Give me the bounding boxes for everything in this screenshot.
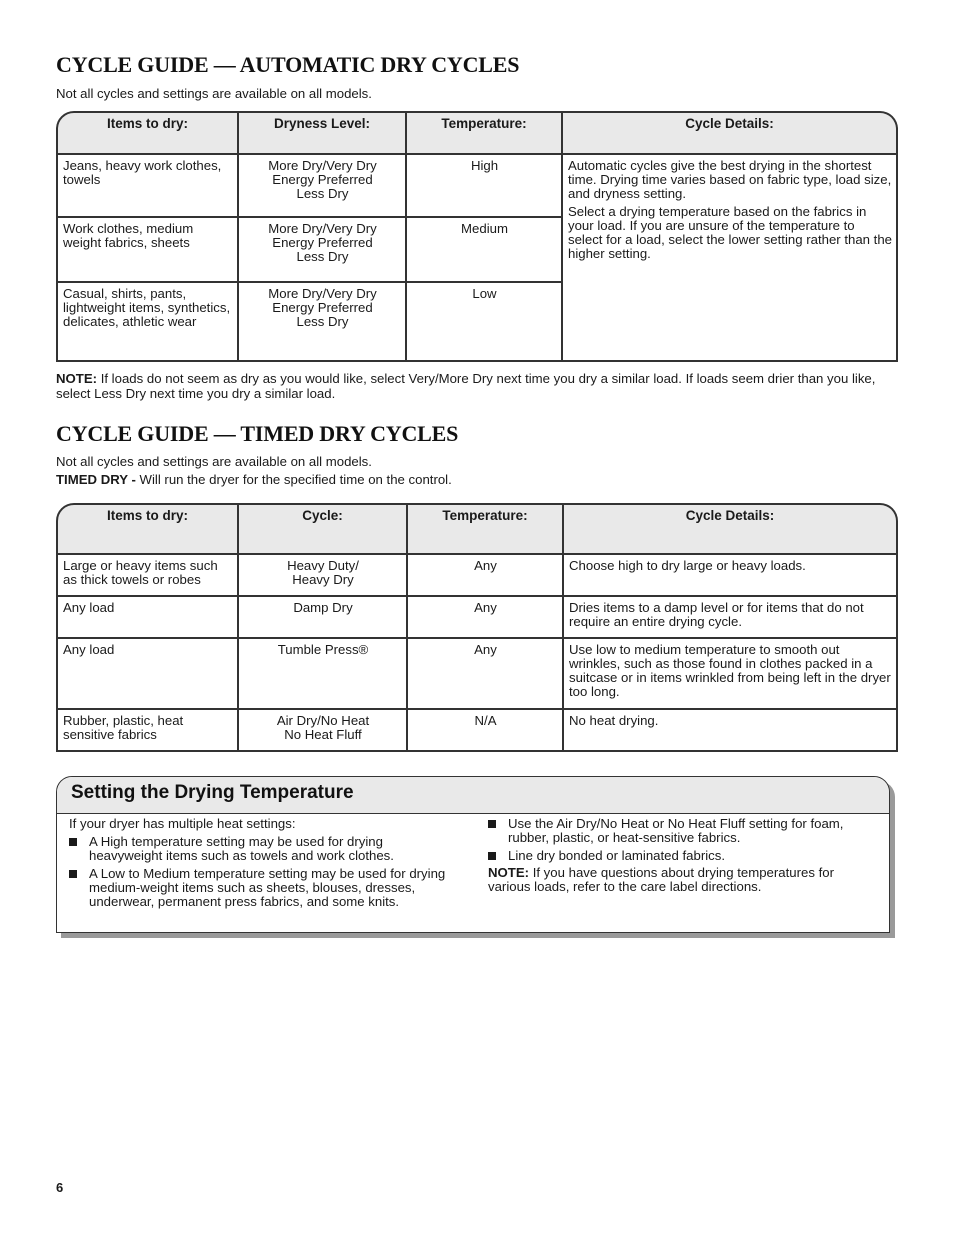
square-bullet-icon [488,820,496,828]
list-item [488,849,878,863]
timed-availability-note: Not all cycles and settings are available on all models. [56,454,372,469]
auto-note [56,371,898,401]
details-paragraph: Automatic cycles give the best drying in the shortest time. Drying time varies based on fabric type, load size, and dryness setting. [568,158,892,201]
dryness-level: More Dry/Very Dry [268,221,377,236]
list-item [69,867,449,909]
items-cell: Casual, shirts, pants, lightweight items, synthetics, delicates, athletic wear [56,283,239,362]
dryness-level: More Dry/Very Dry [268,286,377,301]
cycle-cell [239,597,408,639]
cycle-name-line: Air Dry/No Heat [276,713,370,728]
dryness-level: Energy Preferred [272,235,373,250]
timed-header-items: Items to dry: [56,503,239,555]
items-cell: Work clothes, medium weight fabrics, sheets [56,218,239,283]
auto-header-dryness: Dryness Level: [239,111,407,155]
timed-section-title: CYCLE GUIDE — TIMED DRY CYCLES [56,421,459,446]
timed-header-temperature: Temperature: [408,503,564,555]
drying-temperature-title: Setting the Drying Temperature [71,782,354,803]
timed-header-details: Cycle Details: [564,503,898,555]
page-number: 6 [56,1180,64,1195]
details-cell: Choose high to dry large or heavy loads. [564,555,898,597]
details-cell: Use low to medium temperature to smooth out wrinkles, such as those found in clothes packed in a suitcase or in items wrinkled from being left in the dryer too long. [564,639,898,710]
bullet-text: A High temperature setting may be used for drying heavyweight items such as towels and work clothes. [89,834,394,863]
timed-dry-text: Will run the dryer for the specified time on the control. [135,472,452,487]
temperature-cell: N/A [408,710,564,752]
items-cell: Any load [56,639,239,710]
bullet-text: Use the Air Dry/No Heat or No Heat Fluff setting for foam, rubber, plastic, or heat-sensitive fabrics. [508,816,844,845]
temperature-cell: Low [407,283,563,362]
timed-dry-description [56,472,452,487]
drying-temperature-header [57,777,889,814]
timed-cycle-table [56,503,898,752]
details-cell: Dries items to a damp level or for items that do not require an entire drying cycle. [564,597,898,639]
table-row [56,555,898,597]
temperature-cell: Any [408,597,564,639]
square-bullet-icon [69,870,77,878]
drying-temperature-note [488,866,878,894]
list-item [69,835,449,863]
details-paragraph: Select a drying temperature based on the fabrics in your load. If you are unsure of the temperature to select for a load, select the lower setting rather than the higher setting. [568,204,893,261]
table-row [56,639,898,710]
dryness-cell [239,155,407,218]
items-cell: Jeans, heavy work clothes, towels [56,155,239,218]
auto-header-temperature: Temperature: [407,111,563,155]
items-cell: Rubber, plastic, heat sensitive fabrics [56,710,239,752]
temperature-cell: High [407,155,563,218]
auto-header-items: Items to dry: [56,111,239,155]
dryness-level: Less Dry [296,314,349,329]
bullet-text: A Low to Medium temperature setting may be used for drying medium-weight items such as sheets, blouses, dresses, underwear, permanent press fabrics, and some knits. [89,866,446,909]
note-text: If loads do not seem as dry as you would like, select Very/More Dry next time you dry a similar load. If loads seem drier than you like, select Less Dry next time you dry a similar load. [56,371,876,401]
table-row [56,710,898,752]
dryness-level: Energy Preferred [272,300,373,315]
items-cell: Any load [56,597,239,639]
square-bullet-icon [69,838,77,846]
cycle-name-line: Heavy Duty/ [287,558,359,573]
timed-dry-label: TIMED DRY - [56,472,136,487]
auto-section-title: CYCLE GUIDE — AUTOMATIC DRY CYCLES [56,52,520,77]
note-text: If you have questions about drying temperatures for various loads, refer to the care label directions. [488,865,834,894]
cycle-cell [239,555,408,597]
note-label: NOTE: [488,865,530,880]
drying-temperature-box [56,776,890,933]
cycle-name-line: No Heat Fluff [284,727,362,742]
auto-cycle-details [563,155,898,362]
table-row [56,155,898,218]
dryness-level: More Dry/Very Dry [268,158,377,173]
cycle-cell [239,639,408,710]
cycle-cell [239,710,408,752]
list-item [488,817,878,845]
square-bullet-icon [488,852,496,860]
auto-header-details: Cycle Details: [563,111,898,155]
items-cell: Large or heavy items such as thick towels or robes [56,555,239,597]
details-cell: No heat drying. [564,710,898,752]
drying-temperature-left-column [69,817,449,909]
note-label: NOTE: [56,371,98,386]
temperature-cell: Any [408,639,564,710]
dryness-cell [239,283,407,362]
drying-temperature-right-column [488,817,878,894]
auto-availability-note: Not all cycles and settings are available on all models. [56,86,372,101]
auto-cycle-table [56,111,898,362]
bullet-text: Line dry bonded or laminated fabrics. [508,848,725,863]
cycle-name-line: Tumble Press® [277,642,369,657]
dryness-cell [239,218,407,283]
table-row [56,597,898,639]
temperature-cell: Medium [407,218,563,283]
dryness-level: Less Dry [296,249,349,264]
temperature-cell: Any [408,555,564,597]
dryness-level: Energy Preferred [272,172,373,187]
drying-temperature-intro: If your dryer has multiple heat settings: [69,816,296,831]
cycle-name-line: Damp Dry [293,600,353,615]
timed-header-cycle: Cycle: [239,503,408,555]
dryness-level: Less Dry [296,186,349,201]
cycle-name-line: Heavy Dry [292,572,354,587]
